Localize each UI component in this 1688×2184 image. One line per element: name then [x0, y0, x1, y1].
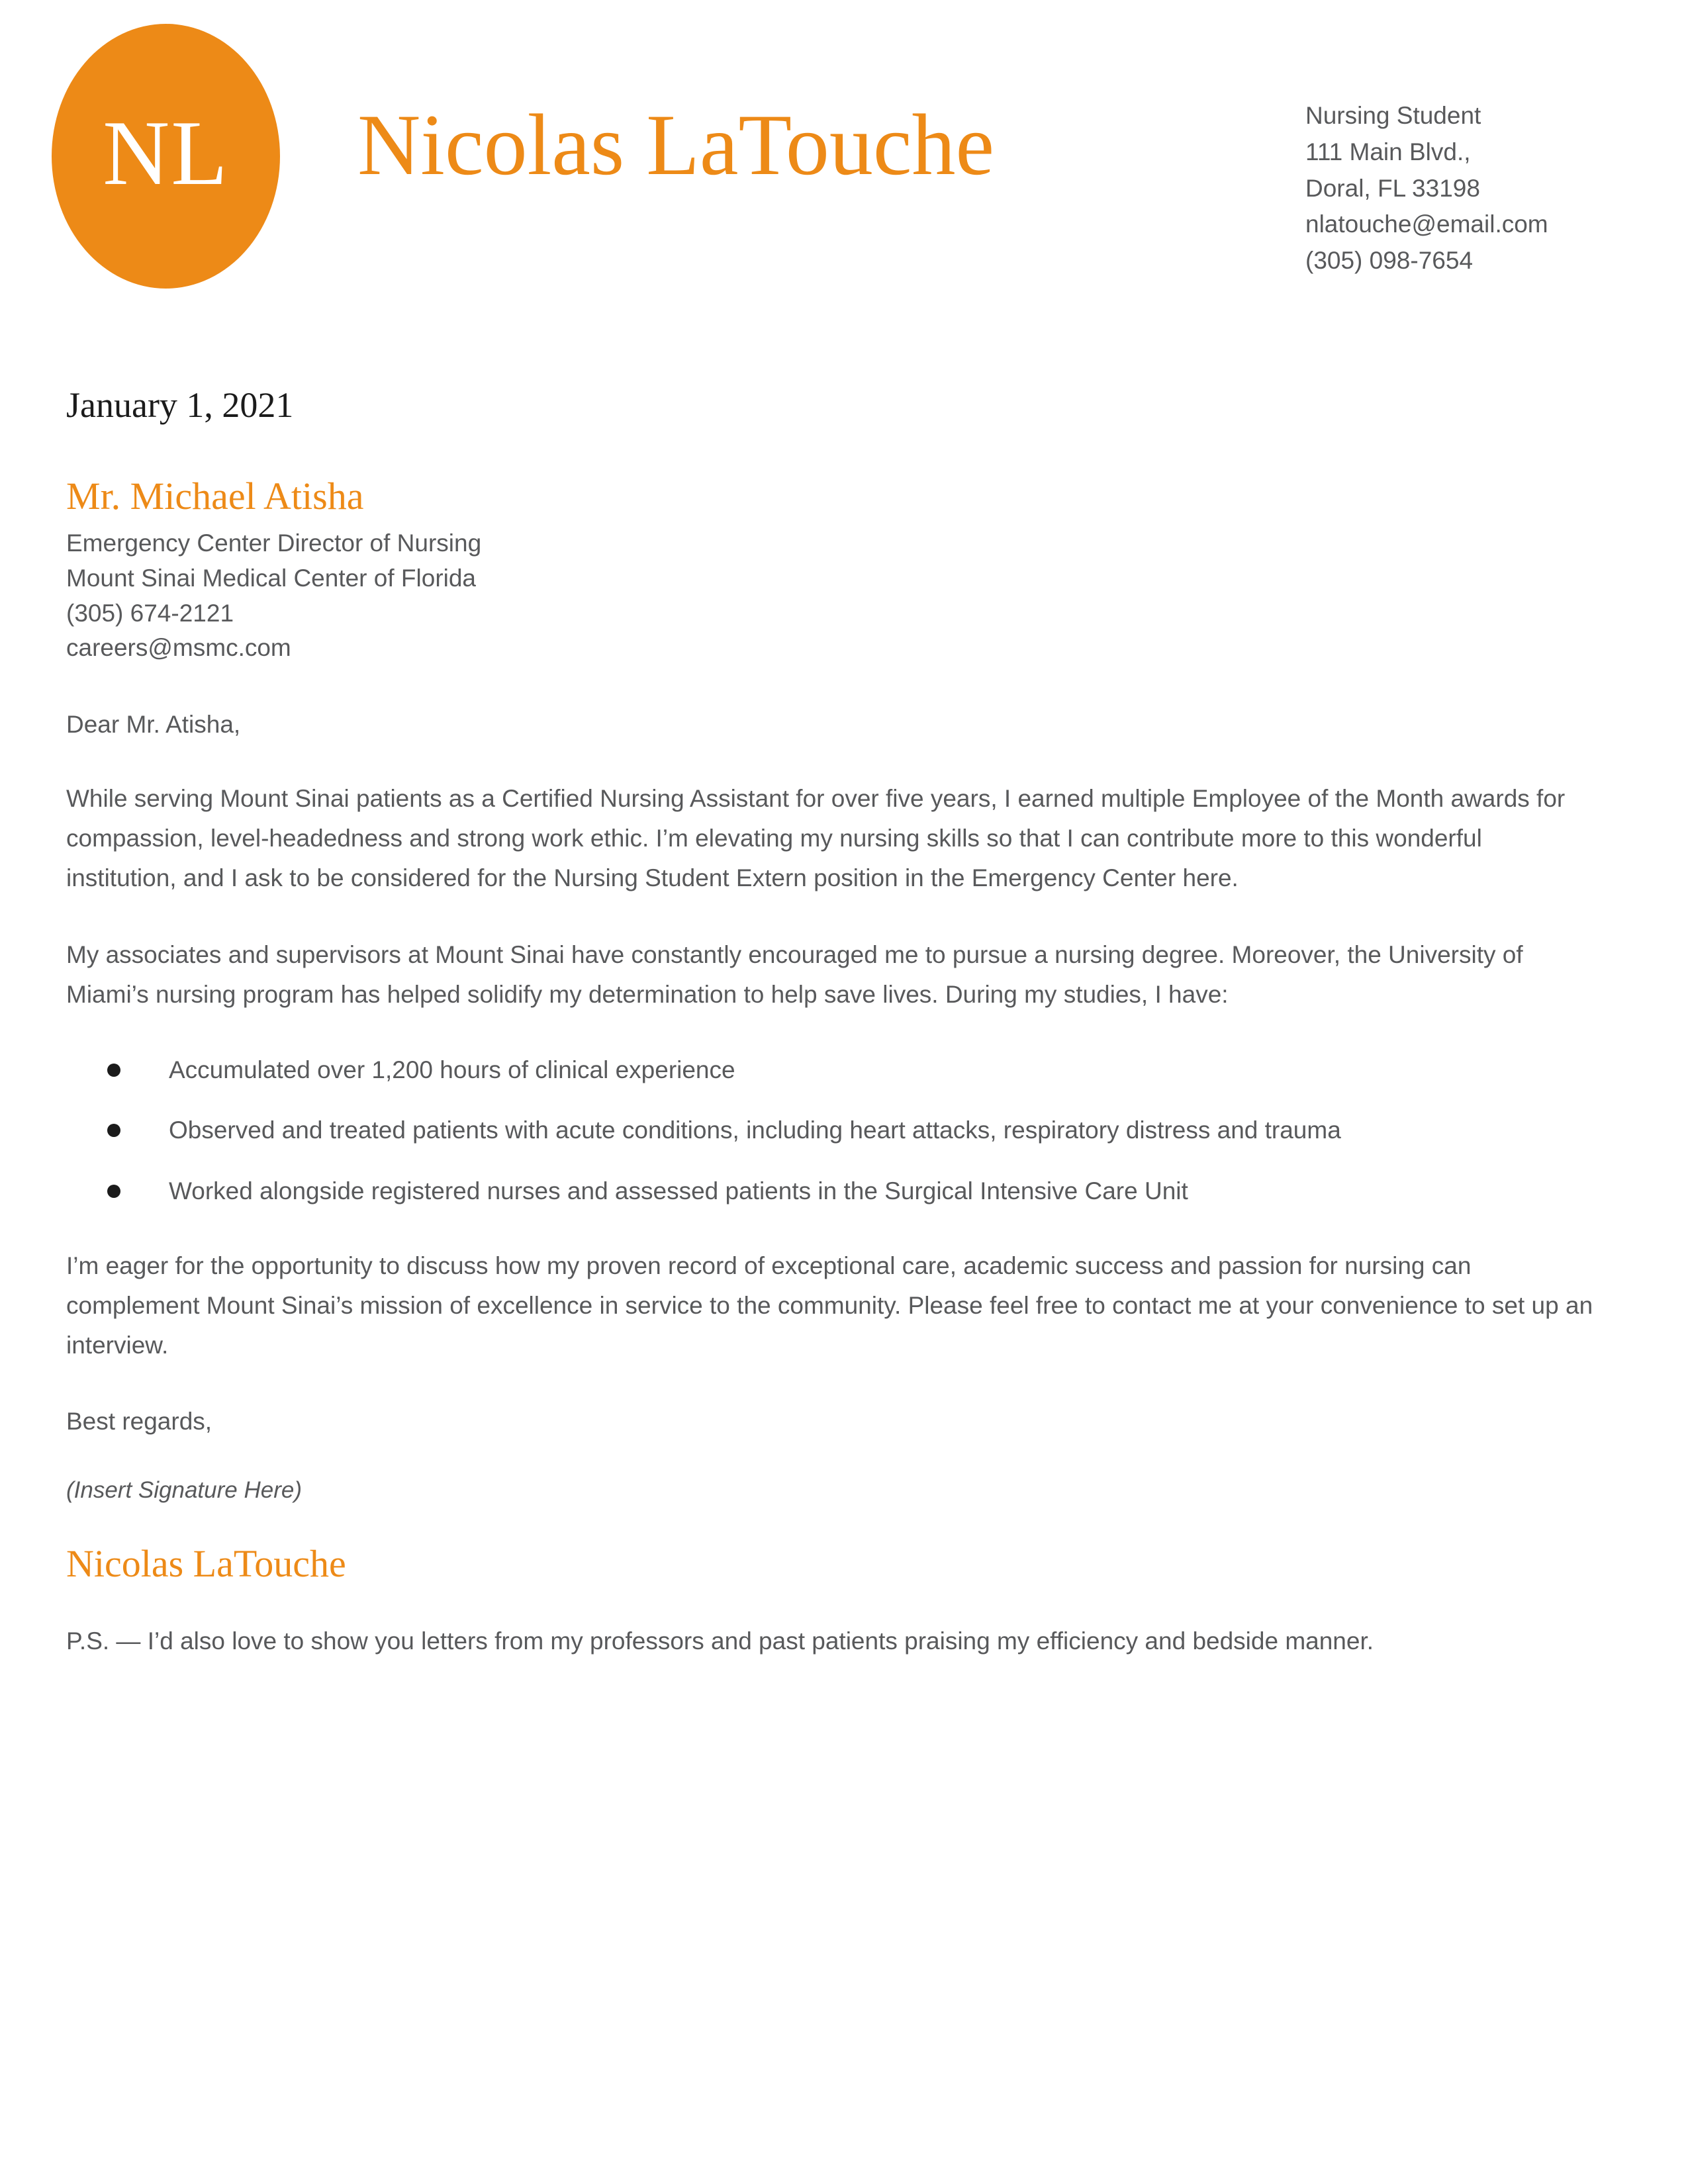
postscript: P.S. — I’d also love to show you letters from my professors and past patients praising my efficiency and bedside manner.: [66, 1627, 1374, 1655]
salutation: Dear Mr. Atisha,: [66, 710, 241, 738]
monogram-initials: NL: [103, 102, 229, 205]
page-title: Nicolas LaTouche: [357, 96, 995, 193]
sender-street: 111 Main Blvd.,: [1305, 138, 1471, 165]
signature-placeholder: (Insert Signature Here): [66, 1477, 302, 1503]
list-item-label: Worked alongside registered nurses and assessed patients in the Surgical Intensive Care Unit: [169, 1177, 1188, 1205]
body-paragraph-2: My associates and supervisors at Mount Sinai have constantly encouraged me to pursue a nursing degree. Moreover, the University of Miami’s nursing program has helped solidify my determination to help save lives. During my studies, I have:: [66, 941, 1523, 1008]
recipient-phone: (305) 674-2121: [66, 599, 234, 627]
recipient-name: Mr. Michael Atisha: [66, 474, 364, 518]
recipient-organization: Mount Sinai Medical Center of Florida: [66, 565, 477, 592]
list-item-label: Observed and treated patients with acute conditions, including heart attacks, respiratory distress and trauma: [169, 1116, 1341, 1144]
letter-date: January 1, 2021: [66, 385, 294, 425]
recipient-email: careers@msmc.com: [66, 634, 291, 662]
achievements-list: [66, 1052, 1595, 1210]
sender-city-state-zip: Doral, FL 33198: [1305, 174, 1480, 202]
body-paragraph-1: While serving Mount Sinai patients as a Certified Nursing Assistant for over five years, I earned multiple Employee of the Month awards for compassion, level-headedness and strong work ethic. I’m elevating my nursing skills so that I can contribute more to this wonderful institution, and I ask to be considered for the Nursing Student Extern position in the Emergency Center here.: [66, 785, 1566, 892]
recipient-title: Emergency Center Director of Nursing: [66, 529, 482, 557]
closing-salutation: Best regards,: [66, 1408, 212, 1435]
signature-name: Nicolas LaTouche: [66, 1541, 346, 1585]
bullet-point-icon: [107, 1064, 120, 1077]
list-item: [66, 1052, 1595, 1089]
sender-role: Nursing Student: [1305, 102, 1481, 129]
sender-contact-block: [1305, 98, 1650, 279]
letterhead-header: [0, 0, 1688, 318]
body-paragraph-3: I’m eager for the opportunity to discuss how my proven record of exceptional care, academic success and passion for nursing can complement Mount Sinai’s mission of excellence in service to the community. Please feel free to contact me at your convenience to set up an interview.: [66, 1252, 1593, 1359]
monogram-badge: [52, 24, 280, 289]
recipient-details: [66, 526, 1595, 665]
bullet-point-icon: [107, 1124, 120, 1137]
bullet-point-icon: [107, 1185, 120, 1198]
list-item: [66, 1173, 1595, 1210]
list-item: [66, 1112, 1595, 1149]
list-item-label: Accumulated over 1,200 hours of clinical experience: [169, 1056, 735, 1083]
sender-phone: (305) 098-7654: [1305, 247, 1474, 274]
letter-body: [66, 384, 1595, 1660]
sender-email: nlatouche@email.com: [1305, 210, 1548, 238]
